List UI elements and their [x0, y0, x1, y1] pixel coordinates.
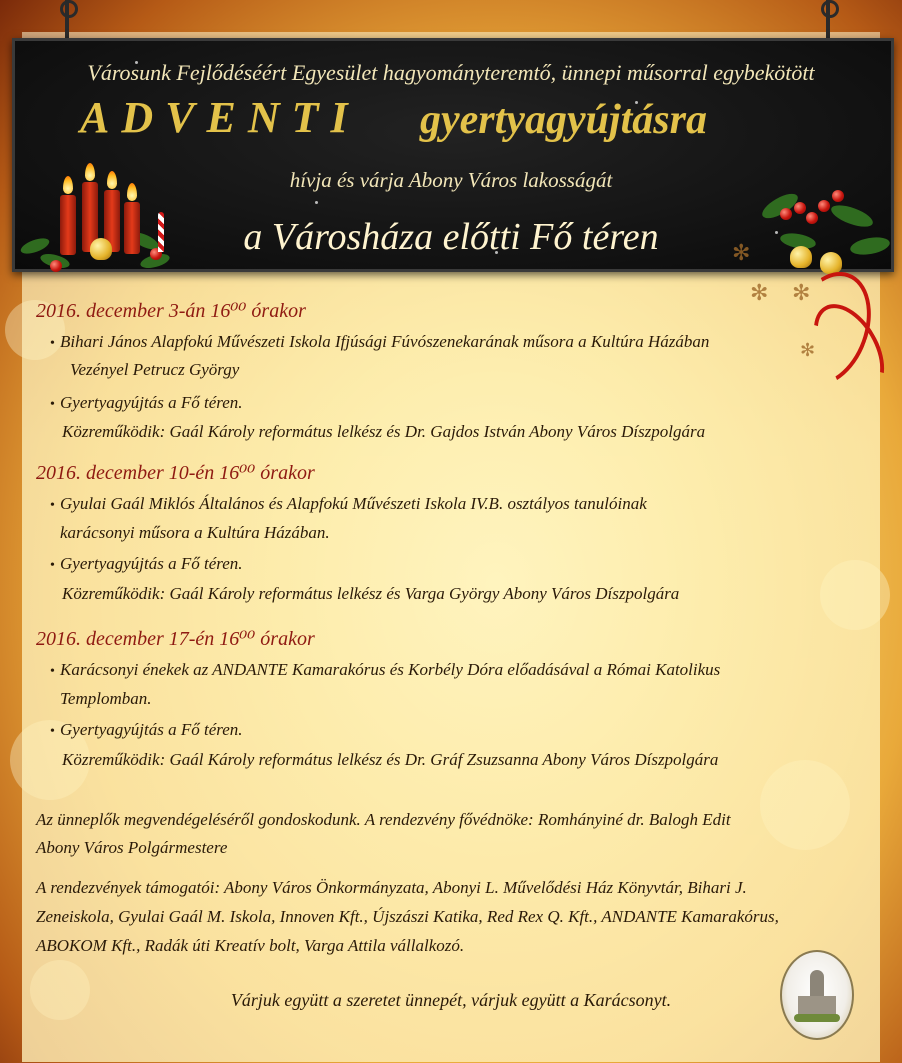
event-line: Közreműködik: Gaál Károly református lelkész és Dr. Gráf Zsuzsanna Abony Város Díszpolgára	[62, 750, 719, 769]
bullet-icon: •	[50, 724, 55, 739]
sponsors-text: ABOKOM Kft., Radák úti Kreatív bolt, Varga Attila vállalkozó.	[36, 936, 465, 955]
seal-logo	[780, 950, 854, 1040]
event-line: Gyertyagyújtás a Fő téren.	[60, 720, 243, 739]
event-line: Gyulai Gaál Miklós Általános és Alapfokú Művészeti Iskola IV.B. osztályos tanulóinak	[60, 494, 647, 513]
title-gyertyagyujtas: gyertyagyújtásra	[420, 97, 707, 143]
event-line: Közreműködik: Gaál Károly református lelkész és Varga György Abony Város Díszpolgára	[62, 584, 680, 603]
event-date: 2016. december 3-án 16⁰⁰ órakor	[36, 300, 306, 322]
closing-line: Várjuk együtt a szeretet ünnepét, várjuk együtt a Karácsonyt.	[230, 990, 672, 1010]
hanging-hook-icon	[60, 0, 78, 18]
event-line: Közreműködik: Gaál Károly református lelkész és Dr. Gajdos István Abony Város Díszpolgára	[62, 422, 706, 441]
location-line: a Városháza előtti Fő téren	[243, 216, 659, 258]
bullet-icon: •	[50, 664, 55, 679]
event-date: 2016. december 10-én 16⁰⁰ órakor	[36, 462, 315, 484]
event-line: Gyertyagyújtás a Fő téren.	[60, 393, 243, 412]
event-date: 2016. december 17-én 16⁰⁰ órakor	[36, 628, 315, 650]
hospitality-text: Abony Város Polgármestere	[36, 838, 228, 857]
hanging-chain	[826, 0, 830, 40]
snowflake-icon: ✻	[800, 340, 816, 360]
bullet-icon: •	[50, 558, 55, 573]
event-line: Karácsonyi énekek az ANDANTE Kamarakórus és Korbély Dóra előadásával a Római Katolikus	[60, 660, 721, 679]
event-line: Templomban.	[60, 689, 152, 708]
hanging-hook-icon	[821, 0, 839, 18]
candles-icon	[20, 160, 180, 280]
hospitality-text: Az ünneplők megvendégeléséről gondoskodunk. A rendezvény fővédnöke: Romhányiné dr. Balogh Edit	[36, 810, 731, 829]
bullet-icon: •	[50, 336, 55, 351]
snowflake-icon: ✻	[792, 280, 811, 305]
candy-cane-icon	[158, 212, 164, 252]
hanging-chain	[65, 0, 69, 40]
snowflake-icon: ✻	[750, 280, 769, 305]
event-line: Vezényel Petrucz György	[70, 360, 240, 379]
bullet-icon: •	[50, 397, 55, 412]
event-line: Gyertyagyújtás a Fő téren.	[60, 554, 243, 573]
snowflake-icon: ✻	[732, 240, 751, 265]
intro-line: Városunk Fejlődéséért Egyesület hagyományteremtő, ünnepi műsorral egybekötött	[87, 60, 815, 85]
event-line: Bihari János Alapfokú Művészeti Iskola Ifjúsági Fúvószenekarának műsora a Kultúra Házában	[60, 332, 710, 351]
sponsors-text: A rendezvények támogatói: Abony Város Önkormányzata, Abonyi L. Művelődési Ház Könyvtár, Bihari J.	[36, 878, 747, 897]
title-adventi: ADVENTI	[80, 93, 360, 142]
invitation-line: hívja és várja Abony Város lakosságát	[289, 168, 613, 192]
bullet-icon: •	[50, 498, 55, 513]
sponsors-text: Zeneiskola, Gyulai Gaál M. Iskola, Innoven Kft., Újszászi Katika, Red Rex Q. Kft., ANDANTE Kamarakórus,	[36, 907, 779, 926]
event-line: karácsonyi műsora a Kultúra Házában.	[60, 523, 330, 542]
